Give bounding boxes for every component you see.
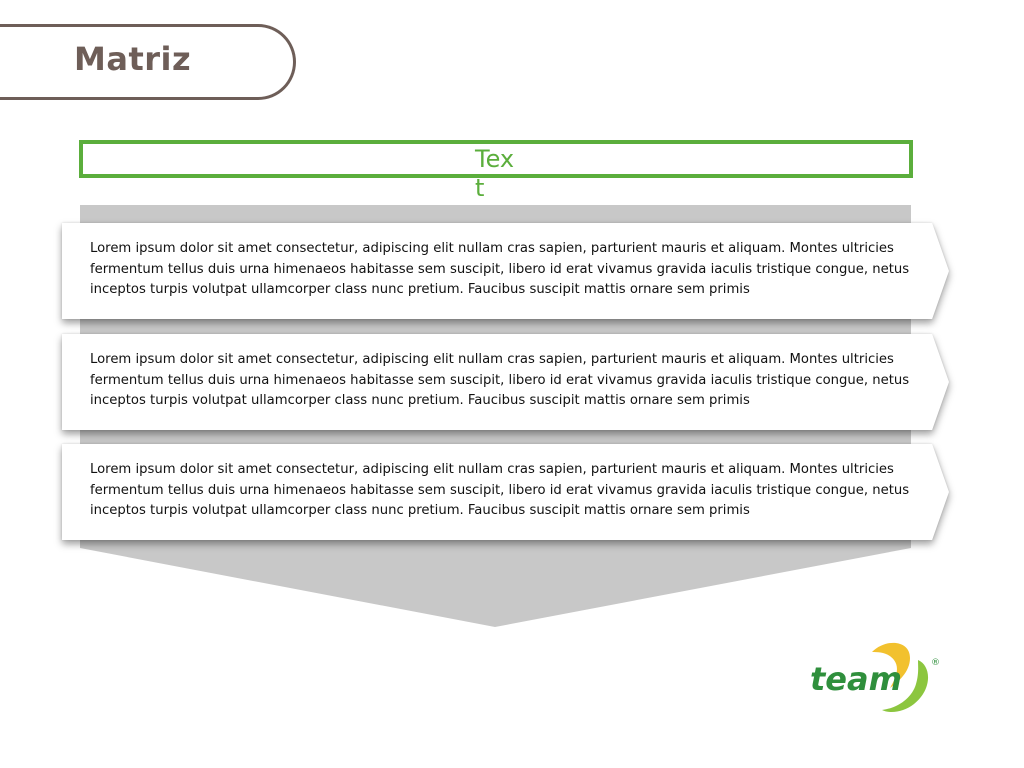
logo-wordmark: team (810, 660, 902, 698)
logo-registered-mark: ® (931, 658, 940, 668)
list-item-3 (62, 444, 949, 540)
card-text: Lorem ipsum dolor sit amet consectetur, adipiscing elit nullam cras sapien, parturient mauris et aliquam. Montes ultricies fermentum tellus duis urna himenaeos habitasse sem suscipit, libero id erat vivamus gravida iaculis tristique congue, netus inceptos turpis volutpat ullamcorper class nunc pretium. Faucibus suscipit mattis ornare sem primis (90, 462, 910, 518)
team-logo (806, 638, 946, 718)
slide-title: Matriz (74, 40, 192, 78)
list-item-2 (62, 334, 949, 430)
card-text: Lorem ipsum dolor sit amet consectetur, adipiscing elit nullam cras sapien, parturient mauris et aliquam. Montes ultricies fermentum tellus duis urna himenaeos habitasse sem suscipit, libero id erat vivamus gravida iaculis tristique congue, netus inceptos turpis volutpat ullamcorper class nunc pretium. Faucibus suscipit mattis ornare sem primis (90, 352, 910, 408)
header-label: Text (475, 145, 515, 202)
list-item-1 (62, 223, 949, 319)
card-text: Lorem ipsum dolor sit amet consectetur, adipiscing elit nullam cras sapien, parturient mauris et aliquam. Montes ultricies fermentum tellus duis urna himenaeos habitasse sem suscipit, libero id erat vivamus gravida iaculis tristique congue, netus inceptos turpis volutpat ullamcorper class nunc pretium. Faucibus suscipit mattis ornare sem primis (90, 241, 910, 297)
